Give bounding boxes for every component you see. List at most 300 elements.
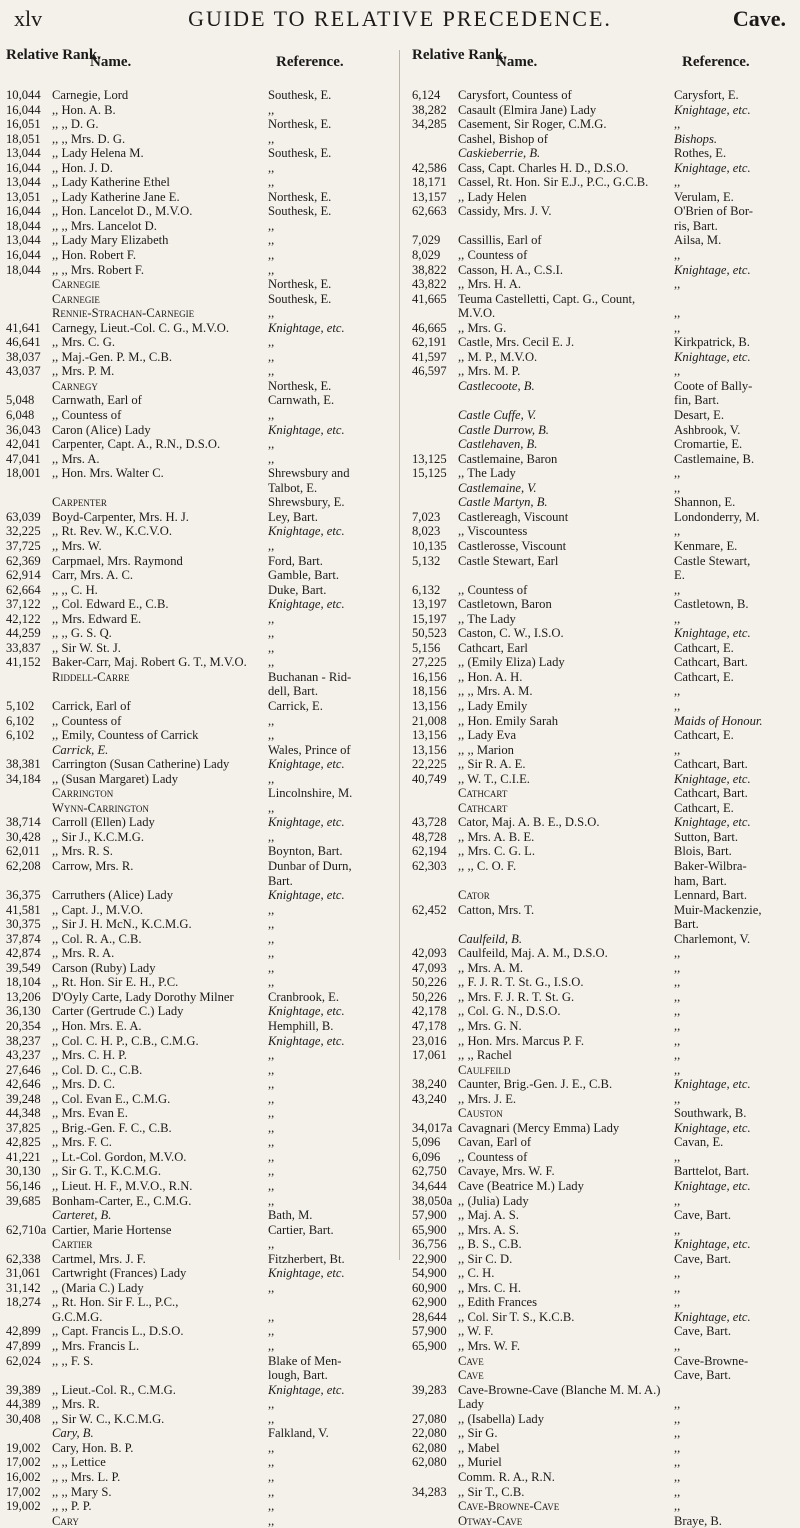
entry-rank: 62,338 bbox=[6, 1251, 41, 1266]
entry-reference: ,, bbox=[674, 524, 681, 539]
entry-name: ,, (Isabella) Lady bbox=[458, 1411, 545, 1426]
entry-name: ,, The Lady bbox=[458, 611, 516, 626]
entry-name: Caston, C. W., I.S.O. bbox=[458, 626, 564, 641]
entry-rank: 13,156 bbox=[412, 742, 447, 757]
entry-name: Carpenter, Capt. A., R.N., D.S.O. bbox=[52, 437, 221, 452]
entry-reference: Cave, Bart. bbox=[674, 1251, 732, 1266]
entry-reference: ,, bbox=[674, 1048, 681, 1063]
entry-reference: ris, Bart. bbox=[674, 218, 718, 233]
entry-rank: 7,023 bbox=[412, 509, 441, 524]
entry-row bbox=[412, 554, 792, 569]
entry-row bbox=[412, 248, 792, 263]
entry-reference: Knightage, etc. bbox=[268, 1266, 345, 1281]
entry-rank: 10,044 bbox=[6, 88, 41, 102]
entry-row bbox=[6, 1295, 386, 1310]
entry-reference: Charlemont, V. bbox=[674, 931, 751, 946]
entry-rank: 6,096 bbox=[412, 1149, 441, 1164]
page-title: GUIDE TO RELATIVE PRECEDENCE. bbox=[188, 6, 612, 31]
entry-row bbox=[412, 1441, 792, 1456]
entry-name: Cator, Maj. A. B. E., D.S.O. bbox=[458, 815, 600, 830]
entry-row bbox=[6, 88, 386, 103]
entry-name: Carnwath, Earl of bbox=[52, 393, 142, 408]
entry-rank: 42,825 bbox=[6, 1135, 41, 1150]
entry-name: ,, Countess of bbox=[458, 1149, 528, 1164]
entry-reference: Knightage, etc. bbox=[674, 815, 751, 830]
entry-name: ,, Mrs. R. A. bbox=[52, 946, 115, 961]
entry-rank: 22,080 bbox=[412, 1426, 447, 1441]
entry-row bbox=[6, 626, 386, 641]
entry-reference: Southesk, E. bbox=[268, 204, 332, 219]
entry-rank: 41,581 bbox=[6, 902, 41, 917]
entry-row bbox=[412, 408, 792, 423]
entry-row bbox=[412, 743, 792, 758]
entry-reference: ,, bbox=[268, 800, 275, 815]
entry-reference: Bishops. bbox=[674, 131, 718, 146]
entry-row bbox=[412, 568, 792, 583]
entry-row bbox=[412, 146, 792, 161]
entry-rank: 5,048 bbox=[6, 393, 35, 408]
entry-row bbox=[6, 379, 386, 394]
entry-name: ,, Col. R. A., C.B. bbox=[52, 931, 142, 946]
entry-rank: 16,051 bbox=[6, 117, 41, 132]
entry-rank: 13,156 bbox=[412, 728, 447, 743]
entry-name: Carson (Ruby) Lady bbox=[52, 960, 156, 975]
entry-row bbox=[6, 1121, 386, 1136]
entry-name: ,, Mrs. G. N. bbox=[458, 1019, 522, 1033]
entry-reference: ,, bbox=[268, 1469, 275, 1484]
entry-name: ,, Lady Mary Elizabeth bbox=[52, 233, 169, 248]
entry-name: Rennie-Strachan-Carnegie bbox=[52, 306, 195, 321]
entry-name: Carrington bbox=[52, 786, 114, 801]
entry-name: Cary, Hon. B. P. bbox=[52, 1440, 134, 1455]
entry-row bbox=[6, 306, 386, 321]
entry-rank: 16,044 bbox=[6, 204, 41, 219]
entry-row bbox=[412, 641, 792, 656]
entry-row bbox=[412, 277, 792, 292]
entry-name: Caron (Alice) Lady bbox=[52, 422, 151, 437]
entry-row bbox=[412, 379, 792, 394]
entry-reference: Shrewsbury and bbox=[268, 466, 350, 481]
entry-reference: Cathcart, Bart. bbox=[674, 786, 748, 801]
entry-row bbox=[6, 612, 386, 627]
entry-name: Cave bbox=[458, 1353, 484, 1368]
entry-rank: 21,008 bbox=[412, 713, 447, 728]
entry-rank: 16,044 bbox=[6, 160, 41, 175]
entry-row bbox=[412, 917, 792, 932]
entry-reference: Knightage, etc. bbox=[674, 349, 751, 364]
entry-row bbox=[6, 830, 386, 845]
entry-reference: ,, bbox=[268, 437, 275, 452]
entry-row bbox=[412, 539, 792, 554]
entry-rank: 62,663 bbox=[412, 204, 447, 219]
entry-row bbox=[412, 88, 792, 103]
entry-rank: 62,080 bbox=[412, 1440, 447, 1455]
entry-reference: Fitzherbert, Bt. bbox=[268, 1251, 345, 1266]
entry-row bbox=[412, 263, 792, 278]
entry-name: ,, Hon. A. H. bbox=[458, 669, 523, 684]
entry-row bbox=[412, 1324, 792, 1339]
entry-row bbox=[412, 1063, 792, 1078]
entry-row bbox=[412, 932, 792, 947]
entry-rank: 16,044 bbox=[6, 102, 41, 117]
entry-name: M.V.O. bbox=[458, 306, 496, 321]
entry-row bbox=[412, 1397, 792, 1412]
entry-rank: 13,197 bbox=[412, 597, 447, 612]
entry-rank: 16,002 bbox=[6, 1469, 41, 1484]
entry-name: ,, ,, Marion bbox=[458, 742, 514, 757]
entry-name: Cartier, Marie Hortense bbox=[52, 1222, 172, 1237]
entry-rank: 62,710a bbox=[6, 1222, 47, 1237]
entry-reference: Buchanan - Rid- bbox=[268, 669, 352, 684]
entry-reference: Knightage, etc. bbox=[674, 1309, 751, 1324]
entry-reference: Blake of Men- bbox=[268, 1353, 342, 1368]
entry-name: ,, ,, Mrs. L. P. bbox=[52, 1469, 121, 1484]
entry-row bbox=[412, 175, 792, 190]
entry-name: Cavaye, Mrs. W. F. bbox=[458, 1164, 555, 1179]
entry-name: ,, B. S., C.B. bbox=[458, 1237, 522, 1252]
entry-row bbox=[6, 1048, 386, 1063]
entry-name: ,, Capt. J., M.V.O. bbox=[52, 902, 144, 917]
entry-name: ,, Mrs. F. C. bbox=[52, 1135, 112, 1150]
entry-reference: Southwark, B. bbox=[674, 1106, 747, 1121]
entry-reference: ,, bbox=[674, 1062, 681, 1077]
entry-row bbox=[412, 990, 792, 1005]
entry-rank: 42,041 bbox=[6, 437, 41, 452]
column-divider bbox=[399, 50, 400, 1260]
entry-row bbox=[6, 1426, 386, 1441]
entry-reference: ,, bbox=[268, 1193, 275, 1208]
entry-rank: 41,597 bbox=[412, 349, 447, 364]
entry-name: ,, M. P., M.V.O. bbox=[458, 349, 538, 364]
entry-rank: 38,240 bbox=[412, 1077, 447, 1092]
entry-name: ,, Mrs. Evan E. bbox=[52, 1106, 128, 1121]
entry-row bbox=[412, 859, 792, 874]
name-heading: Name. bbox=[496, 54, 538, 70]
entry-row bbox=[412, 946, 792, 961]
entry-rank: 15,125 bbox=[412, 466, 447, 481]
entry-reference: Cartier, Bart. bbox=[268, 1222, 334, 1237]
entry-reference: Knightage, etc. bbox=[674, 160, 751, 175]
entry-name: ,, Mrs. C. H. P. bbox=[52, 1048, 127, 1063]
entry-row bbox=[412, 975, 792, 990]
entry-row bbox=[412, 321, 792, 336]
entry-reference: ,, bbox=[268, 1411, 275, 1426]
entry-name: Caulfeild, B. bbox=[458, 931, 523, 946]
entry-row bbox=[6, 975, 386, 990]
entry-reference: ,, bbox=[674, 1426, 681, 1441]
entry-name: ,, (Maria C.) Lady bbox=[52, 1280, 144, 1295]
entry-reference: ,, bbox=[674, 248, 681, 263]
entry-rank: 18,044 bbox=[6, 218, 41, 233]
entry-reference: ,, bbox=[268, 1237, 275, 1252]
entry-reference: Knightage, etc. bbox=[268, 1004, 345, 1019]
entry-reference: Knightage, etc. bbox=[268, 1033, 345, 1048]
entry-name: ,, ,, Lettice bbox=[52, 1455, 106, 1470]
entry-rank: 13,044 bbox=[6, 175, 41, 190]
entry-name: Cave bbox=[458, 1368, 484, 1383]
entry-name: ,, Maj. A. S. bbox=[458, 1208, 519, 1223]
entry-name: Otway-Cave bbox=[458, 1513, 523, 1528]
entry-reference: fin, Bart. bbox=[674, 393, 720, 408]
entry-rank: 6,132 bbox=[412, 582, 441, 597]
entry-reference: ,, bbox=[674, 175, 681, 190]
entry-row bbox=[6, 466, 386, 481]
page-header bbox=[0, 0, 800, 40]
entry-rank: 47,041 bbox=[6, 451, 41, 466]
entry-rank: 62,900 bbox=[412, 1295, 447, 1310]
entry-reference: Knightage, etc. bbox=[674, 1237, 751, 1252]
entry-name: ,, Countess of bbox=[52, 713, 122, 728]
entry-row bbox=[412, 393, 792, 408]
entry-reference: Lennard, Bart. bbox=[674, 888, 748, 903]
entry-rank: 39,389 bbox=[6, 1382, 41, 1397]
entry-reference: Castle Stewart, bbox=[674, 553, 751, 568]
entry-name: ,, ,, Mrs. A. M. bbox=[458, 684, 533, 699]
entry-rank: 57,900 bbox=[412, 1208, 447, 1223]
entry-row bbox=[412, 233, 792, 248]
entry-rank: 48,728 bbox=[412, 829, 447, 844]
entry-name: ,, Hon. J. D. bbox=[52, 160, 113, 175]
entry-reference: Ley, Bart. bbox=[268, 509, 318, 524]
entry-name: ,, Viscountess bbox=[458, 524, 528, 539]
entry-rank: 8,023 bbox=[412, 524, 441, 539]
entry-name: ,, Mrs. C. G. bbox=[52, 335, 115, 350]
entry-row bbox=[412, 364, 792, 379]
entry-row bbox=[6, 161, 386, 176]
entry-rank: 23,016 bbox=[412, 1033, 447, 1048]
entry-name: ,, Hon. A. B. bbox=[52, 102, 116, 117]
entry-row bbox=[6, 219, 386, 234]
entry-reference: ,, bbox=[268, 1164, 275, 1179]
entry-name: ,, Lieut. H. F., M.V.O., R.N. bbox=[52, 1179, 193, 1194]
entry-row bbox=[412, 728, 792, 743]
entry-row bbox=[412, 655, 792, 670]
entry-reference: ,, bbox=[268, 1149, 275, 1164]
entry-row bbox=[412, 1514, 792, 1528]
entry-name: Cassel, Rt. Hon. Sir E.J., P.C., G.C.B. bbox=[458, 175, 649, 190]
entry-name: ,, Hon. Mrs. Marcus P. F. bbox=[458, 1033, 584, 1048]
entry-reference: ,, bbox=[268, 640, 275, 655]
entry-reference: ,, bbox=[268, 1135, 275, 1150]
entry-row bbox=[6, 1339, 386, 1354]
entry-name: ,, Mrs. A. bbox=[52, 451, 100, 466]
entry-row bbox=[6, 364, 386, 379]
entry-reference: Cave-Browne- bbox=[674, 1353, 749, 1368]
entry-rank: 38,714 bbox=[6, 815, 41, 830]
entry-row bbox=[412, 597, 792, 612]
entry-name: ,, ,, Mrs. D. G. bbox=[52, 131, 126, 146]
entry-reference: ,, bbox=[674, 1484, 681, 1499]
entry-name: Cathcart, Earl bbox=[458, 640, 528, 655]
entry-row bbox=[412, 1092, 792, 1107]
entry-row bbox=[6, 961, 386, 976]
entry-reference: ,, bbox=[674, 1280, 681, 1295]
left-column bbox=[6, 48, 386, 1528]
entry-rank: 18,104 bbox=[6, 975, 41, 990]
entry-row bbox=[6, 1237, 386, 1252]
entry-row bbox=[6, 554, 386, 569]
entry-row bbox=[6, 1368, 386, 1383]
entry-name: ,, Col. G. N., D.S.O. bbox=[458, 1004, 561, 1019]
entry-row bbox=[6, 1077, 386, 1092]
entry-rank: 62,750 bbox=[412, 1164, 447, 1179]
entry-reference: ,, bbox=[268, 975, 275, 990]
entry-rank: 39,248 bbox=[6, 1091, 41, 1106]
entry-row bbox=[412, 1004, 792, 1019]
entry-name: Carnegie bbox=[52, 277, 100, 292]
entry-row bbox=[412, 1455, 792, 1470]
entry-rank: 34,283 bbox=[412, 1484, 447, 1499]
entry-reference: ,, bbox=[268, 102, 275, 117]
entry-rank: 6,102 bbox=[6, 728, 35, 743]
entry-rank: 5,096 bbox=[412, 1135, 441, 1150]
entry-name: ,, Maj.-Gen. P. M., C.B. bbox=[52, 349, 172, 364]
entry-row bbox=[6, 175, 386, 190]
entry-reference: Barttelot, Bart. bbox=[674, 1164, 750, 1179]
entry-row bbox=[6, 1179, 386, 1194]
entry-name: ,, Rt. Rev. W., K.C.V.O. bbox=[52, 524, 173, 539]
entry-reference: ,, bbox=[268, 451, 275, 466]
entry-list bbox=[412, 88, 792, 1528]
entry-name: Castlecoote, B. bbox=[458, 378, 535, 393]
entry-rank: 27,080 bbox=[412, 1411, 447, 1426]
entry-name: Carnegie, Lord bbox=[52, 88, 129, 102]
entry-reference: ,, bbox=[674, 306, 681, 321]
entry-name: ,, Mrs. A. M. bbox=[458, 960, 524, 975]
entry-reference: ,, bbox=[268, 1309, 275, 1324]
entry-name: ,, Sir W. St. J. bbox=[52, 640, 121, 655]
entry-name: ,, (Julia) Lady bbox=[458, 1193, 529, 1208]
entry-reference: ,, bbox=[674, 320, 681, 335]
entry-reference: ,, bbox=[268, 306, 275, 321]
entry-name: ,, Mrs. J. E. bbox=[458, 1091, 517, 1106]
entry-row bbox=[6, 1499, 386, 1514]
entry-row bbox=[412, 1179, 792, 1194]
entry-row bbox=[6, 481, 386, 496]
entry-reference: ,, bbox=[268, 1106, 275, 1121]
entry-name: ,, ,, Rachel bbox=[458, 1048, 512, 1063]
entry-rank: 65,900 bbox=[412, 1222, 447, 1237]
entry-row bbox=[412, 801, 792, 816]
entry-row bbox=[6, 103, 386, 118]
entry-reference: Braye, B. bbox=[674, 1513, 722, 1528]
entry-rank: 42,586 bbox=[412, 160, 447, 175]
entry-reference: O'Brien of Bor- bbox=[674, 204, 753, 219]
entry-row bbox=[6, 1397, 386, 1412]
entry-reference: Knightage, etc. bbox=[268, 757, 345, 772]
entry-row bbox=[6, 670, 386, 685]
entry-name: Cavagnari (Mercy Emma) Lady bbox=[458, 1120, 620, 1135]
entry-name: Castletown, Baron bbox=[458, 597, 552, 612]
entry-row bbox=[6, 1150, 386, 1165]
entry-row bbox=[412, 423, 792, 438]
entry-reference: ,, bbox=[268, 1091, 275, 1106]
entry-reference: ,, bbox=[674, 1091, 681, 1106]
entry-rank: 10,135 bbox=[412, 538, 447, 553]
entry-row bbox=[6, 452, 386, 467]
section-label: Cave. bbox=[732, 6, 786, 31]
entry-rank: 38,050a bbox=[412, 1193, 453, 1208]
entry-rank: 62,080 bbox=[412, 1455, 447, 1470]
entry-name: Caskieberrie, B. bbox=[458, 146, 541, 161]
entry-rank: 42,646 bbox=[6, 1077, 41, 1092]
entry-name: ,, Mrs. M. P. bbox=[458, 364, 521, 379]
entry-reference: ,, bbox=[268, 626, 275, 641]
entry-rank: 50,226 bbox=[412, 975, 447, 990]
entry-row bbox=[6, 510, 386, 525]
entry-name: ,, (Susan Margaret) Lady bbox=[52, 771, 179, 786]
entry-reference: ,, bbox=[268, 960, 275, 975]
entry-rank: 18,051 bbox=[6, 131, 41, 146]
entry-name: Carroll (Ellen) Lady bbox=[52, 815, 155, 830]
entry-name: ,, Lady Emily bbox=[458, 698, 528, 713]
entry-row bbox=[412, 1034, 792, 1049]
entry-row bbox=[412, 1412, 792, 1427]
entry-name: ,, Lady Helena M. bbox=[52, 146, 144, 161]
entry-row bbox=[412, 1426, 792, 1441]
entry-reference: Talbot, E. bbox=[268, 480, 318, 495]
entry-row bbox=[412, 292, 792, 307]
entry-reference: Muir-Mackenzie, bbox=[674, 902, 762, 917]
entry-rank: 41,221 bbox=[6, 1149, 41, 1164]
entry-reference: Northesk, E. bbox=[268, 277, 332, 292]
entry-row bbox=[412, 1485, 792, 1500]
entry-row bbox=[6, 1383, 386, 1398]
entry-reference: ,, bbox=[268, 1280, 275, 1295]
entry-rank: 57,900 bbox=[412, 1324, 447, 1339]
entry-reference: ,, bbox=[268, 771, 275, 786]
entry-reference: Kenmare, E. bbox=[674, 538, 738, 553]
entry-reference: Cave, Bart. bbox=[674, 1324, 732, 1339]
entry-rank: 13,156 bbox=[412, 698, 447, 713]
entry-name: ,, (Emily Eliza) Lady bbox=[458, 655, 565, 670]
entry-name: Castle, Mrs. Cecil E. J. bbox=[458, 335, 575, 350]
entry-rank: 42,899 bbox=[6, 1324, 41, 1339]
entry-row bbox=[412, 1121, 792, 1136]
entry-reference: Knightage, etc. bbox=[268, 422, 345, 437]
entry-name: ,, Mrs. R. S. bbox=[52, 844, 113, 859]
entry-rank: 8,029 bbox=[412, 248, 441, 263]
entry-rank: 43,728 bbox=[412, 815, 447, 830]
entry-name: ,, Rt. Hon. Sir F. L., P.C., bbox=[52, 1295, 179, 1310]
entry-rank: 16,044 bbox=[6, 248, 41, 263]
entry-reference: Shrewsbury, E. bbox=[268, 495, 345, 510]
entry-name: Cavan, Earl of bbox=[458, 1135, 532, 1150]
entry-reference: ,, bbox=[268, 262, 275, 277]
entry-row bbox=[6, 393, 386, 408]
entry-name: ,, ,, P. P. bbox=[52, 1499, 92, 1514]
entry-name: ,, Countess of bbox=[52, 408, 122, 423]
entry-row bbox=[6, 699, 386, 714]
entry-reference: Baker-Wilbra- bbox=[674, 858, 747, 873]
entry-rank: 37,874 bbox=[6, 931, 41, 946]
entry-reference: ,, bbox=[268, 1179, 275, 1194]
entry-row bbox=[412, 1164, 792, 1179]
entry-rank: 41,152 bbox=[6, 655, 41, 670]
entry-name: Caulfeild bbox=[458, 1062, 511, 1077]
entry-reference: ,, bbox=[674, 1019, 681, 1033]
entry-name: ,, ,, Mrs. Robert F. bbox=[52, 262, 145, 277]
entry-row bbox=[6, 568, 386, 583]
entry-reference: ,, bbox=[674, 1397, 681, 1412]
entry-rank: 42,093 bbox=[412, 946, 447, 961]
entry-row bbox=[6, 1063, 386, 1078]
entry-reference: Verulam, E. bbox=[674, 189, 734, 204]
entry-name: Causton bbox=[458, 1106, 503, 1121]
entry-row bbox=[6, 917, 386, 932]
entry-name: Lady bbox=[458, 1397, 484, 1412]
entry-row bbox=[412, 612, 792, 627]
